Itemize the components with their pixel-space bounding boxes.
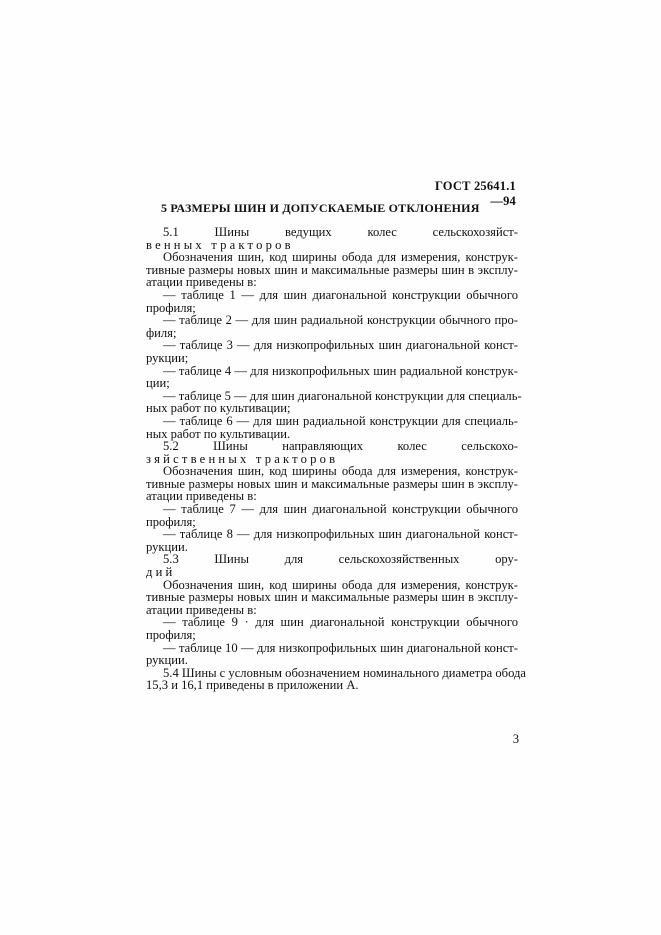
list-item: — таблице 9 · для шин диагональной конструкции обычного: [163, 615, 518, 630]
page-number: 3: [512, 732, 519, 746]
subsection-5-4-text: 5.4 Шины с условным обозначением номинального диаметра обода: [163, 665, 526, 680]
list-item-cont: рукции.: [146, 653, 188, 668]
subsection-5-3-title: 5.3 Шины для сельскохозяйственных ору-: [163, 552, 518, 567]
paragraph-line: тивные размеры новых шин и максимальные размеры шин в эксплу-: [146, 590, 518, 605]
list-item: — таблице 4 — для низкопрофильных шин радиальной конструк-: [163, 363, 518, 378]
list-item-cont: филя;: [146, 325, 177, 340]
paragraph-line: Обозначения шин, код ширины обода для измерения, конструк-: [163, 464, 518, 479]
list-item-cont: профиля;: [146, 514, 196, 529]
section-heading: 5 РАЗМЕРЫ ШИН И ДОПУСКАЕМЫЕ ОТКЛОНЕНИЯ: [161, 201, 480, 215]
subsection-5-3-title-cont: дий: [146, 565, 176, 580]
paragraph-line: Обозначения шин, код ширины обода для измерения, конструк-: [163, 250, 518, 265]
document-body: [146, 225, 526, 693]
paragraph-line: атации приведены в:: [146, 275, 257, 290]
list-item: — таблице 1 — для шин диагональной конструкции обычного: [163, 287, 518, 302]
standard-designation: ГОСТ 25641.1—94: [434, 179, 516, 208]
subsection-5-1-title: 5.1 Шины ведущих колес сельскохозяйст-: [163, 225, 518, 239]
list-item: — таблице 8 — для низкопрофильных шин диагональной конст-: [163, 527, 518, 542]
list-item-cont: рукции;: [146, 350, 189, 365]
list-item-cont: профиля;: [146, 628, 196, 642]
list-item-cont: ных работ по культивации.: [146, 426, 291, 441]
list-item-cont: ции;: [146, 376, 170, 391]
list-item: — таблице 6 — для шин радиальной конструкции для специаль-: [163, 413, 518, 428]
list-item: — таблице 5 — для шин диагональной конструкции для специаль-: [163, 388, 522, 403]
paragraph-line: тивные размеры новых шин и максимальные размеры шин в эксплу-: [146, 262, 518, 277]
subsection-5-2-title-cont: зяйственных тракторов: [146, 451, 339, 466]
subsection-5-4-text-cont: 15,3 и 16,1 приведены в приложении А.: [146, 678, 359, 693]
paragraph-line: Обозначения шин, код ширины обода для измерения, конструк-: [163, 577, 518, 592]
list-item-cont: профиля;: [146, 300, 196, 315]
subsection-5-1-title-cont: венных тракторов: [146, 237, 294, 252]
list-item: — таблице 3 — для низкопрофильных шин диагональной конст-: [163, 338, 518, 353]
subsection-5-2-title: 5.2 Шины направляющих колес сельскохо-: [163, 439, 518, 454]
list-item: — таблице 10 — для низкопрофильных шин диагональной конст-: [163, 640, 518, 655]
paragraph-line: атации приведены в:: [146, 602, 257, 617]
list-item-cont: рукции.: [146, 539, 188, 554]
list-item-cont: ных работ по культивации;: [146, 401, 291, 416]
paragraph-line: атации приведены в:: [146, 489, 257, 504]
list-item: — таблице 7 — для шин диагональной конструкции обычного: [163, 502, 518, 517]
list-item: — таблице 2 — для шин радиальной конструкции обычного про-: [163, 313, 518, 328]
paragraph-line: тивные размеры новых шин и максимальные размеры шин в эксплу-: [146, 476, 518, 491]
